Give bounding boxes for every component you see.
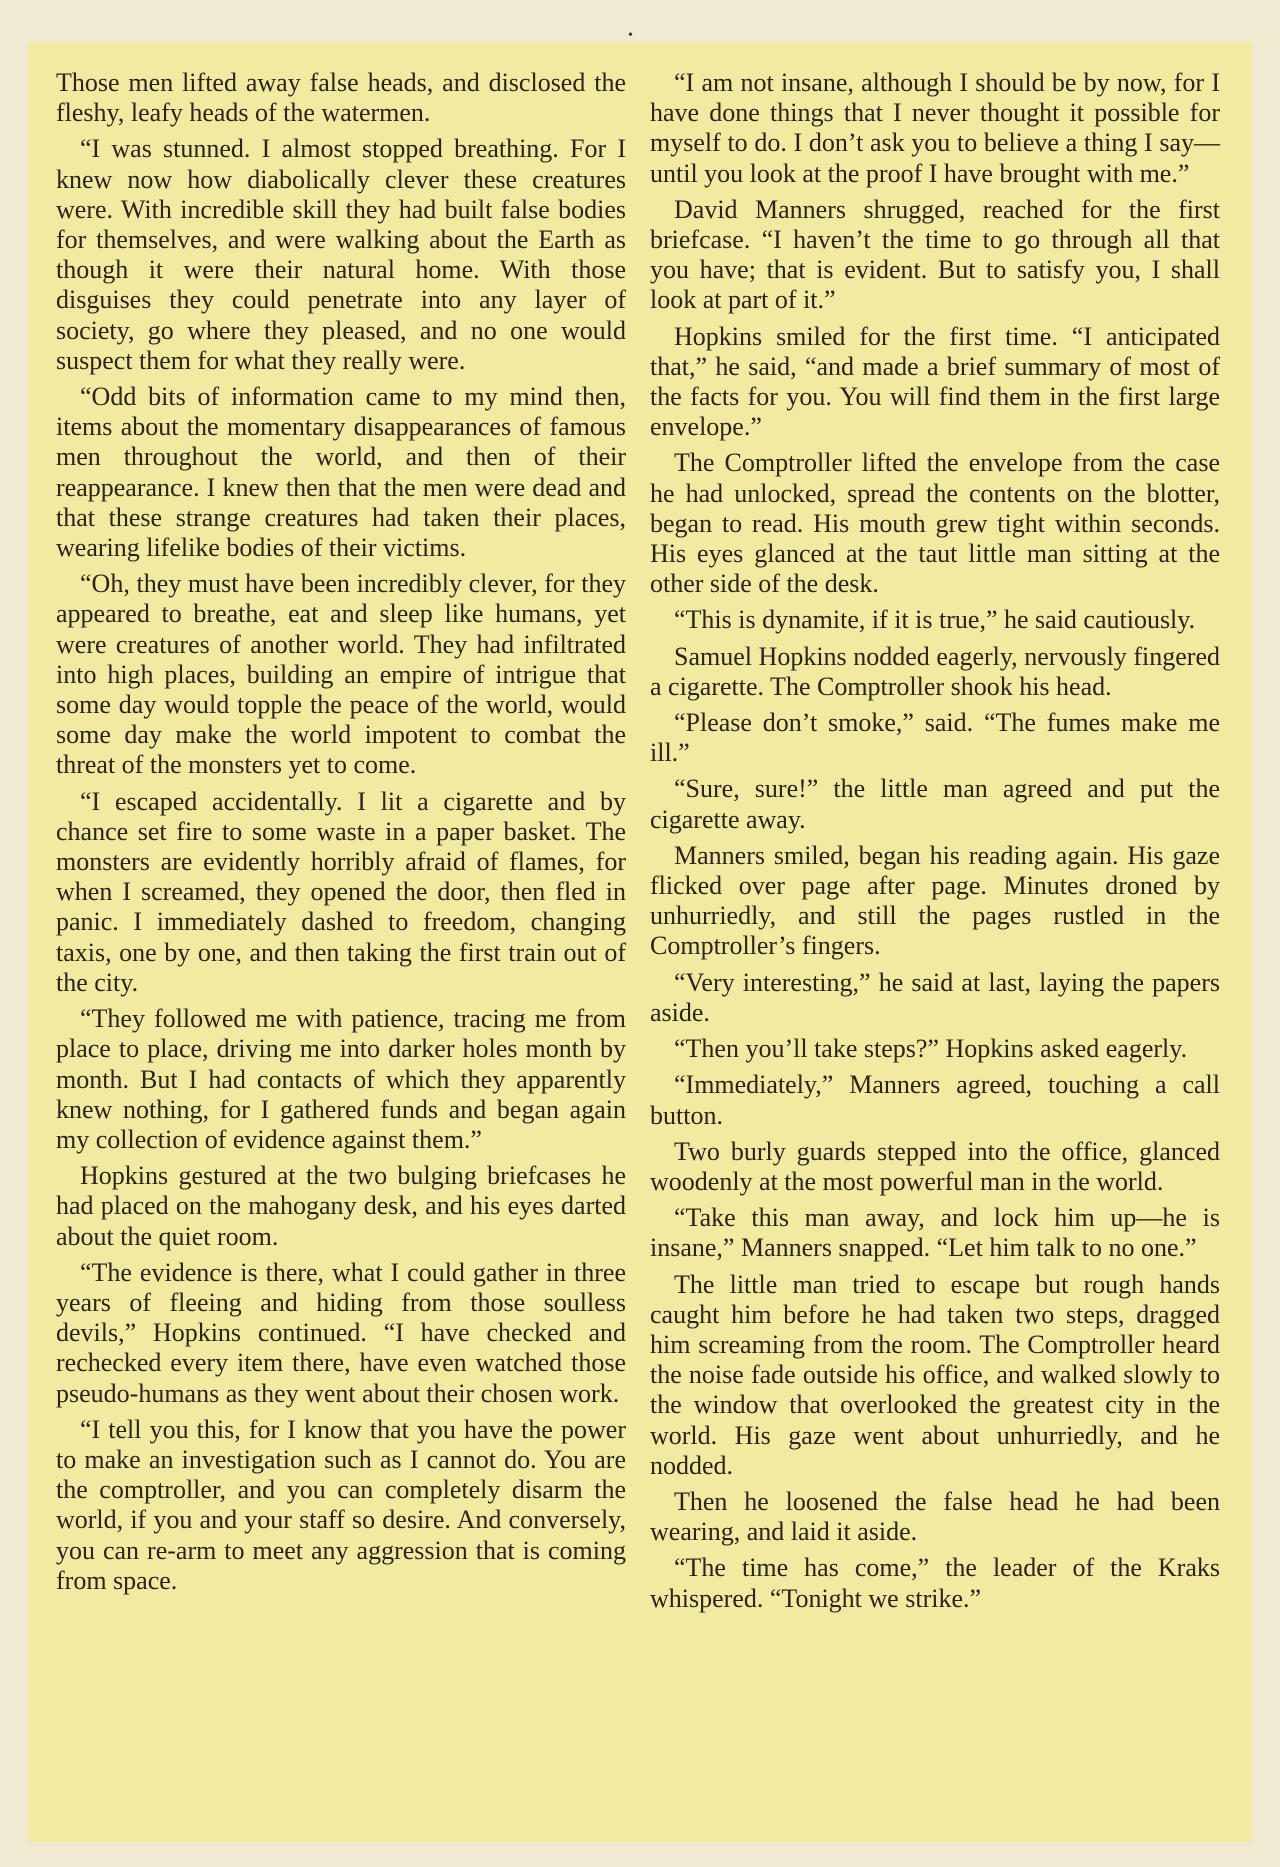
left-column <box>56 68 626 1602</box>
paragraph: Samuel Hopkins nodded eagerly, nervously fingered a cigarette. The Comptroller shook his head. <box>650 641 1220 701</box>
paragraph: “The evidence is there, what I could gather in three years of fleeing and hiding from those soulless devils,” Hopkins continued. “I have checked and rechecked every item there, have even watched those pseudo-humans as they went about their chosen work. <box>56 1257 626 1408</box>
paragraph: Those men lifted away false heads, and disclosed the fleshy, leafy heads of the watermen. <box>56 68 626 128</box>
paragraph: Hopkins smiled for the first time. “I anticipated that,” he said, “and made a brief summary of most of the facts for you. You will find them in the first large envelope.” <box>650 321 1220 442</box>
paragraph: “The time has come,” the leader of the Kraks whispered. “Tonight we strike.” <box>650 1553 1220 1613</box>
paragraph: Two burly guards stepped into the office, glanced woodenly at the most powerful man in the world. <box>650 1136 1220 1196</box>
paragraph: “Odd bits of information came to my mind then, items about the momentary disappearances of famous men throughout the world, and then of their reappearance. I knew then that the men were dead and that these strange creatures had taken their places, wearing lifelike bodies of their victims. <box>56 382 626 563</box>
paragraph: The little man tried to escape but rough hands caught him before he had taken two steps, dragged him screaming from the room. The Comptroller heard the noise fade outside his office, and walked slowly to the window that overlooked the greatest city in the world. His gaze went about unhurriedly, and he nodded. <box>650 1269 1220 1480</box>
paragraph: Then he loosened the false head he had been wearing, and laid it aside. <box>650 1486 1220 1547</box>
paragraph: “I tell you this, for I know that you have the power to make an investigation such as I cannot do. You are the comptroller, and you can completely disarm the world, if you and your staff so desire. And conversely, you can re-arm to meet any aggression that is coming from space. <box>56 1414 626 1595</box>
paragraph: “This is dynamite, if it is true,” he said cautiously. <box>674 605 1196 635</box>
paragraph: “I was stunned. I almost stopped breathing. For I knew now how diabolically clever these creatures were. With incredible skill they had built false bodies for themselves, and were walking about the Earth as though it were their natural home. With those disguises they could penetrate into any layer of society, go where they pleased, and no one would suspect them for what they really were. <box>56 134 626 375</box>
paragraph: “Oh, they must have been incredibly clever, for they appeared to breathe, eat and sleep like humans, yet were creatures of another world. They had infiltrated into high places, building an empire of intrigue that some day would topple the peace of the world, would some day make the world impotent to combat the threat of the monsters yet to come. <box>56 569 626 780</box>
paragraph: “Immediately,” Manners agreed, touching a call button. <box>650 1070 1220 1130</box>
paragraph: “Very interesting,” he said at last, laying the papers aside. <box>650 967 1220 1027</box>
paragraph: “I escaped accidentally. I lit a cigarette and by chance set fire to some waste in a paper basket. The monsters are evidently horribly afraid of flames, for when I screamed, they opened the door, then fled in panic. I immediately dashed to freedom, changing taxis, one by one, and then taking the first train out of the city. <box>56 786 626 997</box>
paragraph: “Please don’t smoke,” said. “The fumes make me ill.” <box>650 708 1220 768</box>
paragraph: David Manners shrugged, reached for the first briefcase. “I haven’t the time to go through all that you have; that is evident. But to satisfy you, I shall look at part of it.” <box>650 194 1220 315</box>
paragraph: “Sure, sure!” the little man agreed and put the cigarette away. <box>650 774 1220 834</box>
paragraph: The Comptroller lifted the envelope from the case he had unlocked, spread the contents on the blotter, began to read. His mouth grew tight within seconds. His eyes glanced at the taut little man sitting at the other side of the desk. <box>650 448 1220 599</box>
paragraph: “I am not insane, although I should be by now, for I have done things that I never thought it possible for myself to do. I don’t ask you to believe a thing I say—until you look at the proof I have brought with me.” <box>650 68 1220 188</box>
paragraph: “Take this man away, and lock him up—he is insane,” Manners snapped. “Let him talk to no one.” <box>650 1203 1220 1263</box>
paragraph: “They followed me with patience, tracing me from place to place, driving me into darker holes month by month. But I had contacts of which they apparently knew nothing, for I gathered funds and began again my collection of evidence against them.” <box>56 1004 626 1154</box>
paragraph: “Then you’ll take steps?” Hopkins asked eagerly. <box>674 1034 1188 1064</box>
scan-speck: • <box>628 28 633 43</box>
paragraph: Hopkins gestured at the two bulging briefcases he had placed on the mahogany desk, and his eyes darted about the quiet room. <box>56 1161 626 1251</box>
paragraph: Manners smiled, began his reading again. His gaze flicked over page after page. Minutes droned by unhurriedly, and still the pages rustled in the Comptroller’s fingers. <box>650 840 1220 961</box>
right-column <box>650 68 1220 1620</box>
